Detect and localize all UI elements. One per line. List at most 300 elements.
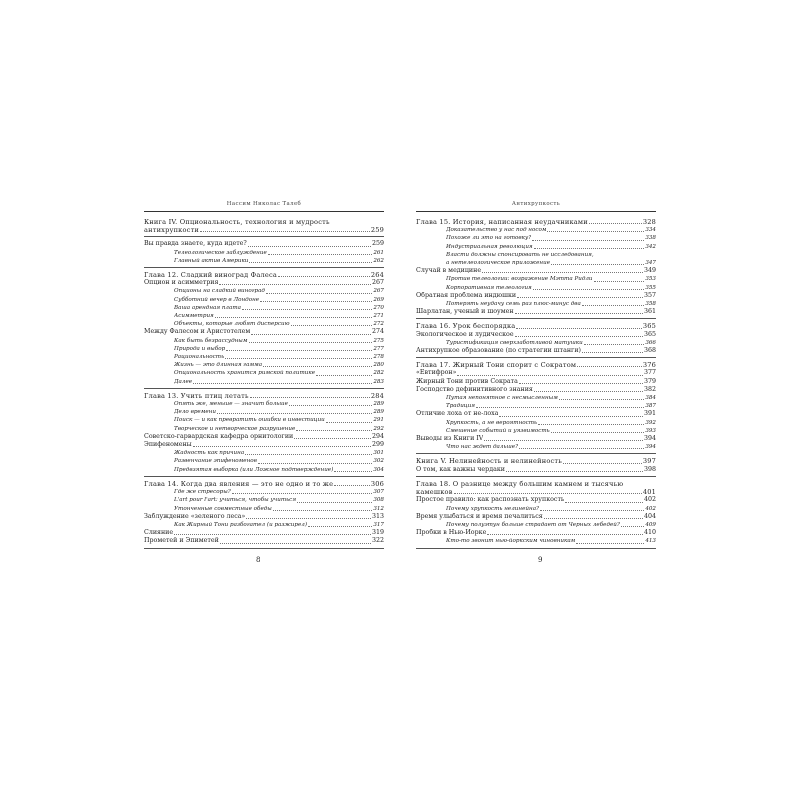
- leader-dots: [563, 463, 642, 464]
- toc-entry-label: Субботний вечер в Лондоне: [174, 296, 260, 303]
- toc-chapter-row[interactable]: [416, 488, 656, 496]
- leader-dots: [576, 543, 644, 544]
- toc-entry-label: Простое правило: как распознать хрупкость: [416, 496, 565, 504]
- leader-dots: [250, 397, 370, 398]
- leader-dots: [251, 334, 371, 335]
- page-number: 322: [371, 537, 384, 545]
- page-number: 384: [645, 395, 656, 402]
- toc-subsection-row[interactable]: [144, 416, 384, 424]
- leader-dots: [217, 413, 372, 414]
- toc-entry-label: Дело времени: [174, 409, 216, 416]
- page-number: 283: [373, 378, 384, 385]
- toc-section-row[interactable]: [416, 308, 656, 316]
- toc-entry-label: Развенчание эпифеноменов: [174, 458, 257, 465]
- leader-dots: [174, 534, 371, 535]
- leader-dots: [263, 366, 372, 367]
- toc-subsection-row[interactable]: [144, 505, 384, 513]
- page-number: 413: [645, 538, 656, 545]
- toc-subsection-row[interactable]: [416, 243, 656, 251]
- page-number: 301: [373, 450, 384, 457]
- leader-dots: [621, 526, 644, 527]
- toc-entry-label: Глава 13. Учить птиц летать: [144, 391, 249, 400]
- toc-entry-label: Кто-то звонит нью-йоркским чиновникам: [446, 538, 576, 545]
- toc-section-row[interactable]: [416, 331, 656, 339]
- toc-section-row[interactable]: [144, 513, 384, 521]
- page-number: 277: [373, 345, 384, 352]
- leader-dots: [326, 422, 373, 423]
- toc-chapter-row[interactable]: [416, 480, 656, 488]
- toc-entry-label: L'art pour l'art: учиться, чтобы учиться: [174, 497, 297, 504]
- toc-subsection-row[interactable]: [416, 284, 656, 292]
- page-number: 334: [645, 227, 656, 234]
- page-number: 302: [373, 458, 384, 465]
- toc-section-row[interactable]: [416, 435, 656, 443]
- toc-entry-label: Потерять неудачу семь раз плюс-минус два: [446, 301, 581, 308]
- toc-subsection-row[interactable]: [144, 312, 384, 320]
- leader-dots: [487, 534, 643, 535]
- toc-subsection-row[interactable]: [144, 425, 384, 433]
- toc-subsection-row[interactable]: [144, 337, 384, 345]
- leader-dots: [278, 276, 370, 277]
- toc-subsection-row[interactable]: [416, 427, 656, 435]
- toc-chapter-row[interactable]: [416, 218, 656, 226]
- leader-dots: [589, 223, 642, 224]
- leader-dots: [577, 366, 642, 367]
- leader-dots: [515, 336, 643, 337]
- page-number: 397: [642, 457, 656, 466]
- toc-entry-label: Предвзятая выборка (или Ложное подтверждение): [174, 466, 334, 473]
- toc-subsection-row[interactable]: [144, 287, 384, 295]
- toc-subsection-row[interactable]: [144, 521, 384, 529]
- toc-subsection-row[interactable]: [416, 275, 656, 283]
- page-number: 267: [371, 279, 384, 287]
- leader-dots: [516, 328, 641, 329]
- toc-entry-label: Между Фалесом и Аристотелем: [144, 328, 251, 336]
- leader-dots: [584, 344, 645, 345]
- toc-entry-label: Глава 18. О разнице между большим камнем и тысячью: [416, 479, 624, 488]
- running-head: Антихрупкость: [511, 201, 561, 207]
- toc-entry-label: Глава 15. История, написанная неудачниками: [416, 218, 588, 226]
- toc-entry-label: Советско-гарвардская кафедра орнитологии: [144, 432, 294, 440]
- toc-entry-label: Объекты, которые любят дисперсию: [174, 321, 290, 328]
- page-number: 382: [643, 385, 656, 393]
- toc-entry-label: Господство дефинитивного знания: [416, 385, 533, 393]
- page-number: 401: [642, 488, 656, 497]
- toc-section: [144, 480, 384, 549]
- toc-section-row[interactable]: [144, 441, 384, 449]
- toc-subsection-row[interactable]: [144, 378, 384, 386]
- toc-section-row[interactable]: [144, 537, 384, 545]
- leader-dots: [215, 317, 373, 318]
- leader-dots: [540, 510, 644, 511]
- toc-entry-label: Природа и выбор: [174, 345, 226, 352]
- toc-entry-label: Рациональность: [174, 354, 225, 361]
- toc-section-row[interactable]: [416, 267, 656, 275]
- toc-entry-label: Антихрупкое образование (по стратегии штанги): [416, 347, 581, 355]
- toc-entry-label: Телеологическое заблуждение: [174, 249, 267, 256]
- leader-dots: [334, 485, 370, 486]
- toc-section-row[interactable]: [144, 240, 384, 248]
- page-number: 410: [643, 529, 656, 537]
- page-number: 347: [645, 260, 656, 267]
- toc-section-row[interactable]: [416, 496, 656, 504]
- page-number: 366: [645, 339, 656, 346]
- toc-entry-label: Традиция: [446, 403, 476, 410]
- leader-dots: [551, 264, 644, 265]
- leader-dots: [533, 289, 645, 290]
- leader-dots: [532, 240, 644, 241]
- toc-subsection-row[interactable]: [144, 457, 384, 465]
- page-number: 291: [373, 417, 384, 424]
- toc-entry-label: Как Жирный Тони разбогател (и разжирел): [174, 521, 308, 528]
- toc-section-row[interactable]: [144, 279, 384, 287]
- page-number: 259: [371, 240, 384, 248]
- leader-dots: [296, 430, 372, 431]
- toc-entry-label: Обратная проблема индюшки: [416, 291, 517, 299]
- toc-entry-label: Шарлатан, ученый и шоумен: [416, 308, 514, 316]
- toc-subsection-row[interactable]: [416, 402, 656, 410]
- leader-dots: [334, 471, 372, 472]
- toc-subsection-row[interactable]: [416, 226, 656, 234]
- leader-dots: [538, 424, 644, 425]
- toc-entry-label: Опцион и асимметрия: [144, 279, 219, 287]
- toc-entry-label: Почему хрупкость нелинейна?: [446, 505, 540, 512]
- header-rule: [144, 211, 384, 212]
- toc-entry-label: Смешение событий и уязвимость: [446, 427, 550, 434]
- leader-dots: [220, 543, 371, 544]
- toc-entry-label: Путая непонятное с несмысленным: [446, 395, 558, 402]
- page-number: 387: [645, 403, 656, 410]
- toc-subsection-row[interactable]: [416, 537, 656, 545]
- leader-dots: [515, 313, 643, 314]
- page-number: 267: [373, 288, 384, 295]
- toc-subsection-row[interactable]: [416, 339, 656, 347]
- toc-subsection-row[interactable]: [144, 257, 384, 265]
- leader-dots: [559, 399, 644, 400]
- toc-subsection-row[interactable]: [144, 496, 384, 504]
- page-number: 402: [643, 496, 656, 504]
- toc-entry-label: Время улыбаться и время печалиться: [416, 512, 543, 520]
- leader-dots: [225, 358, 372, 359]
- toc-entry-label: Индустриальная революция: [446, 243, 533, 250]
- toc-section: [144, 392, 384, 477]
- toc-entry-label: Жизнь — это длинная гамма: [174, 362, 263, 369]
- leader-dots: [249, 262, 372, 263]
- toc-subsection-row[interactable]: [144, 449, 384, 457]
- toc-entry-label: Ваша арендная плата: [174, 304, 241, 311]
- toc-entry-label: Опять же, меньше — значит больше: [174, 401, 288, 408]
- leader-dots: [499, 416, 643, 417]
- toc-entry-label: Опциональность хранится римской политике: [174, 370, 316, 377]
- toc-section-row[interactable]: [144, 433, 384, 441]
- toc-subsection-row[interactable]: [416, 505, 656, 513]
- page-number: 259: [370, 226, 384, 235]
- toc-entry-label: Почему полуэтун больше страдает от Черных лебедей?: [446, 521, 620, 528]
- toc-entry-label: Отличие лоха от не-лоха: [416, 410, 499, 418]
- toc-entry-label: Жирный Тони против Сократа: [416, 377, 518, 385]
- book-title-line1: Книга IV. Опциональность, технология и мудрость: [144, 218, 330, 226]
- leader-dots: [193, 446, 371, 447]
- page-number: 270: [373, 304, 384, 311]
- toc-entry-label: Глава 12. Сладкий виноград Фалеса: [144, 271, 277, 280]
- toc-section: [144, 271, 384, 389]
- toc-subsection-row[interactable]: [144, 345, 384, 353]
- page-number: 317: [373, 521, 384, 528]
- toc-section-row[interactable]: [416, 369, 656, 377]
- leader-dots: [316, 375, 372, 376]
- leader-dots: [226, 350, 372, 351]
- page-number: 357: [643, 291, 656, 299]
- book-title-line2-row: [144, 226, 384, 234]
- toc-entry-label: Утонченные совместные обеды: [174, 505, 272, 512]
- toc-subsection-row[interactable]: [144, 400, 384, 408]
- leader-dots: [308, 526, 372, 527]
- page-number: 319: [371, 529, 384, 537]
- leader-dots: [291, 325, 373, 326]
- toc-entry-label: Опционы на сладкий виноград: [174, 288, 265, 295]
- leader-dots: [232, 493, 373, 494]
- page-number: 392: [645, 419, 656, 426]
- toc-subsection-row[interactable]: [144, 369, 384, 377]
- leader-dots: [582, 352, 643, 353]
- toc-entry-label: Главный актив Америки: [174, 257, 249, 264]
- leader-dots: [246, 518, 371, 519]
- leader-dots: [294, 438, 371, 439]
- leader-dots: [594, 281, 645, 282]
- toc-section-row[interactable]: [416, 292, 656, 300]
- leader-dots: [258, 463, 372, 464]
- toc-section-row[interactable]: [416, 386, 656, 394]
- toc-entry-label: Асимметрия: [174, 313, 214, 320]
- toc-subsection-row[interactable]: [416, 394, 656, 402]
- page-number: 306: [370, 479, 384, 488]
- header-rule: [416, 211, 656, 212]
- leader-dots: [242, 309, 372, 310]
- toc-section-row[interactable]: [144, 328, 384, 336]
- toc-entry-label: Книга V. Нелинейность и нелинейность: [416, 457, 563, 466]
- toc-entry-label: Заблуждение «зеленого леса»: [144, 512, 246, 520]
- page-number: 379: [643, 377, 656, 385]
- page-number: 398: [643, 465, 656, 473]
- leader-dots: [268, 254, 373, 255]
- toc-section-row[interactable]: [416, 410, 656, 418]
- page-number: 349: [643, 267, 656, 275]
- toc-subsection-row[interactable]: [416, 300, 656, 308]
- toc-entry-label: Слияние: [144, 529, 174, 537]
- toc-entry-label: Хрупкость, а не вероятность: [446, 419, 538, 426]
- toc-subsection-row[interactable]: [144, 320, 384, 328]
- right-toc-list: [416, 218, 656, 549]
- page-number: 282: [373, 370, 384, 377]
- toc-subsection-row[interactable]: [144, 296, 384, 304]
- toc-entry-label: Где же стресоры?: [174, 489, 231, 496]
- toc-entry-label: Пробки в Нью-Йорке: [416, 529, 487, 537]
- running-head: Нассим Николас Талеб: [226, 201, 302, 207]
- toc-section: [144, 240, 384, 268]
- leader-dots: [476, 407, 644, 408]
- toc-entry-label: Корпоративная телеология: [446, 284, 532, 291]
- page-number: 376: [642, 361, 656, 370]
- page-number: 308: [373, 497, 384, 504]
- leader-dots: [249, 342, 373, 343]
- toc-section-row[interactable]: [416, 529, 656, 537]
- toc-entry-label: Далее: [174, 378, 193, 385]
- leader-dots: [219, 284, 370, 285]
- toc-chapter-row[interactable]: [144, 392, 384, 400]
- leader-dots: [534, 248, 645, 249]
- toc-subsection-row[interactable]: [144, 249, 384, 257]
- toc-entry-label: а нетелеологическое приложение: [446, 260, 551, 267]
- toc-section-row[interactable]: [416, 378, 656, 386]
- toc-subsection-row[interactable]: [144, 466, 384, 474]
- toc-entry-label: Похоже ли это на готовку?: [446, 235, 532, 242]
- page-number: 358: [645, 301, 656, 308]
- toc-section-row[interactable]: [416, 513, 656, 521]
- toc-section: [416, 480, 656, 549]
- page-number: 299: [371, 441, 384, 449]
- leader-dots: [454, 493, 642, 494]
- page-number: 365: [642, 322, 656, 331]
- page-number: 393: [645, 427, 656, 434]
- leader-dots: [544, 518, 643, 519]
- toc-section: [416, 361, 656, 454]
- leader-dots: [193, 383, 372, 384]
- page-number: 278: [373, 354, 384, 361]
- leader-dots: [565, 502, 643, 503]
- toc-subsection-row[interactable]: [144, 304, 384, 312]
- leader-dots: [297, 502, 372, 503]
- leader-dots: [289, 405, 372, 406]
- page-number: 353: [645, 276, 656, 283]
- toc-entry-label: Случай в медицине: [416, 267, 482, 275]
- page-number: 262: [373, 257, 384, 264]
- right-page: [416, 200, 656, 552]
- page-number: 365: [643, 330, 656, 338]
- toc-subsection-row[interactable]: [416, 521, 656, 529]
- toc-subsection-row[interactable]: [416, 251, 656, 259]
- page-number: 269: [373, 296, 384, 303]
- page-folio-left: 8: [256, 556, 261, 564]
- toc-subsection-row[interactable]: [144, 353, 384, 361]
- toc-entry-label: Доказательство у нас под носом: [446, 227, 547, 234]
- page-number: 355: [645, 284, 656, 291]
- toc-section-row[interactable]: [416, 466, 656, 474]
- page-number: 394: [645, 444, 656, 451]
- toc-entry-label: Экологическое и лудическое: [416, 330, 514, 338]
- leader-dots: [266, 293, 372, 294]
- toc-entry-label: «Евтифрон»: [416, 369, 457, 377]
- toc-entry-label: Прометей и Эпиметей: [144, 537, 219, 545]
- toc-section-row[interactable]: [416, 347, 656, 355]
- page-number: 342: [645, 243, 656, 250]
- toc-chapter-row[interactable]: [416, 457, 656, 465]
- toc-entry-label: Власти должны спонсировать не исследования,: [446, 251, 594, 258]
- toc-subsection-row[interactable]: [144, 408, 384, 416]
- leader-dots: [534, 391, 643, 392]
- page-folio-right: 9: [538, 556, 543, 564]
- leader-dots: [273, 510, 372, 511]
- leader-dots: [519, 383, 643, 384]
- toc-entry-label: Глава 16. Урок беспорядка: [416, 322, 516, 331]
- toc-entry-label: О том, как важны чердаки: [416, 465, 505, 473]
- page-number: 289: [373, 409, 384, 416]
- toc-entry-label: Глава 17. Жирный Тони спорит с Сократом: [416, 361, 577, 370]
- page-number: 261: [373, 249, 384, 256]
- page-number: 292: [373, 425, 384, 432]
- leader-dots: [547, 231, 644, 232]
- leader-dots: [245, 454, 372, 455]
- leader-dots: [248, 246, 371, 247]
- page-number: 377: [643, 369, 656, 377]
- toc-entry-label: Эпифеномены: [144, 441, 192, 449]
- leader-dots: [582, 305, 644, 306]
- toc-section: [416, 322, 656, 358]
- toc-entry-label: Глава 14. Когда два явления — это не одно и то же: [144, 479, 334, 488]
- page-number: 304: [373, 466, 384, 473]
- toc-section-row[interactable]: [144, 529, 384, 537]
- leader-dots: [506, 471, 643, 472]
- toc-subsection-row[interactable]: [416, 259, 656, 267]
- toc-chapter-row[interactable]: [416, 361, 656, 369]
- page-number: 264: [370, 271, 384, 280]
- toc-subsection-row[interactable]: [416, 419, 656, 427]
- book-heading: [144, 218, 384, 237]
- page-number: 280: [373, 362, 384, 369]
- page-number: 338: [645, 235, 656, 242]
- leader-dots: [551, 432, 645, 433]
- toc-chapter-row[interactable]: [144, 480, 384, 488]
- page-number: 307: [373, 489, 384, 496]
- leader-dots: [482, 272, 643, 273]
- page-number: 394: [643, 435, 656, 443]
- book-title-line2: антихрупкости: [144, 226, 200, 235]
- toc-subsection-row[interactable]: [416, 234, 656, 242]
- page-number: 294: [371, 432, 384, 440]
- toc-entry-label: камешков: [416, 488, 453, 497]
- toc-entry-label: Туристификация сверхзаботливой матушки: [446, 339, 583, 346]
- page-number: 275: [373, 337, 384, 344]
- toc-chapter-row[interactable]: [416, 322, 656, 330]
- toc-subsection-row[interactable]: [144, 488, 384, 496]
- page-number: 328: [642, 218, 656, 226]
- page-number: 409: [645, 521, 656, 528]
- leader-dots: [519, 448, 644, 449]
- left-toc-list: [144, 240, 384, 548]
- leader-dots: [457, 375, 642, 376]
- left-page: [144, 200, 384, 552]
- page-number: 313: [371, 512, 384, 520]
- toc-entry-label: Выводы из Книги IV: [416, 435, 484, 443]
- page-number: 404: [643, 512, 656, 520]
- toc-entry-label: Жадность как причина: [174, 450, 245, 457]
- toc-entry-label: Что нас ждет дальше?: [446, 444, 519, 451]
- page-number: 271: [373, 313, 384, 320]
- leader-dots: [260, 301, 372, 302]
- toc-entry-label: Творческое и нетворческое разрушение: [174, 425, 296, 432]
- toc-subsection-row[interactable]: [416, 443, 656, 451]
- page-number: 361: [643, 308, 656, 316]
- leader-dots: [200, 231, 370, 232]
- toc-entry-label: Против телеологии: возражение Мэтта Ридли: [446, 276, 593, 283]
- toc-subsection-row[interactable]: [144, 361, 384, 369]
- toc-section: [416, 218, 656, 319]
- toc-entry-label: Вы правда знаете, куда идете?: [144, 240, 247, 248]
- toc-chapter-row[interactable]: [144, 271, 384, 279]
- toc-section: [416, 457, 656, 476]
- page-number: 274: [371, 328, 384, 336]
- page-number: 368: [643, 347, 656, 355]
- toc-entry-label: Поиск — и как превратить ошибки в инвестиции: [174, 417, 325, 424]
